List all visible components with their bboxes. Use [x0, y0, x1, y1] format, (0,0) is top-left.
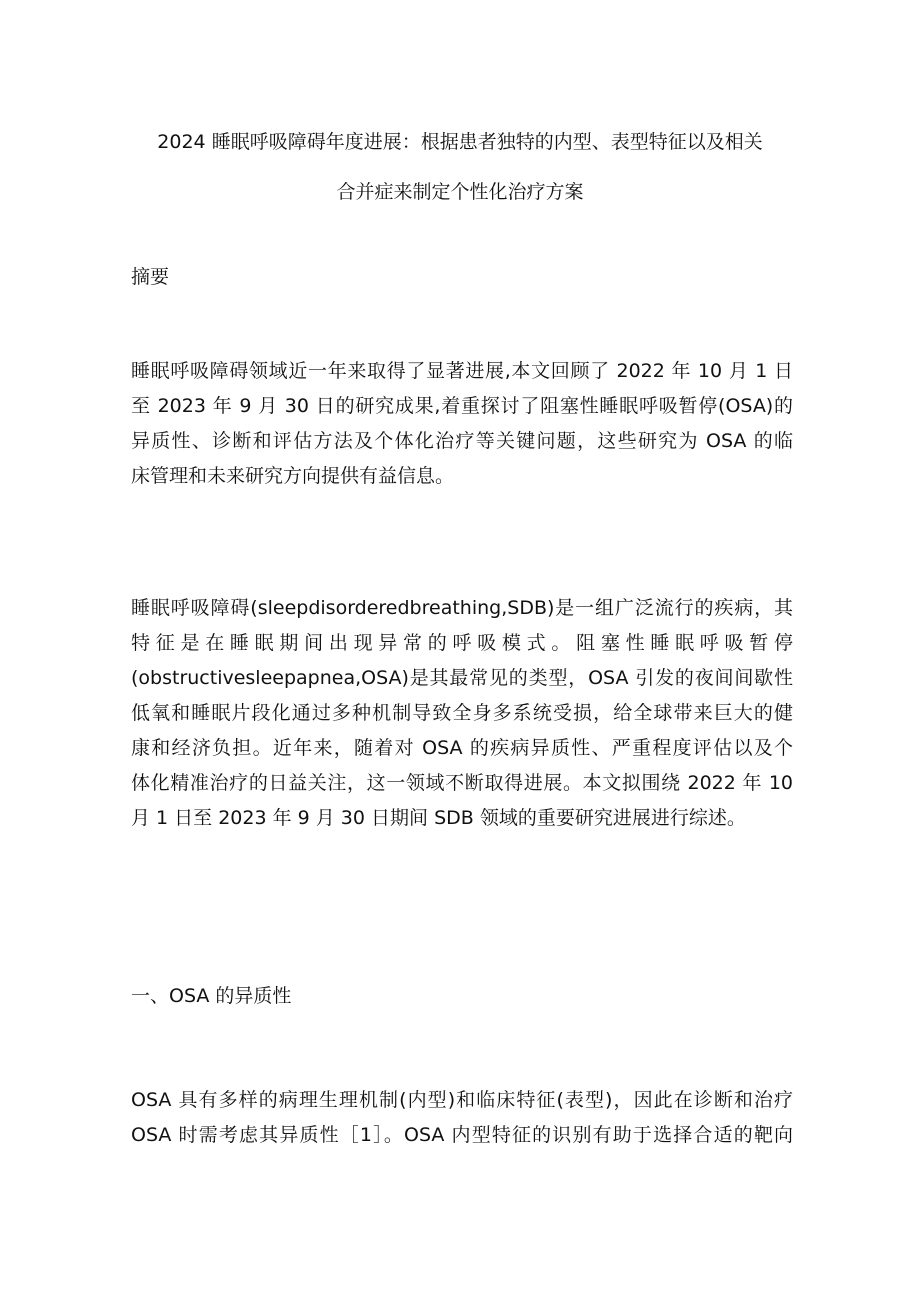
text-line: 康和经济负担。近年来，随着对 OSA 的疾病异质性、严重程度评估以及个 [131, 737, 793, 759]
abstract-paragraph [131, 354, 793, 494]
intro-paragraph [131, 591, 793, 836]
text-line: 床管理和未来研究方向提供有益信息。 [131, 465, 455, 487]
text-line: 睡眠呼吸障碍领域近一年来取得了显著进展,本文回顾了 2022 年 10 月 1 日 [131, 360, 793, 382]
text-line: 体化精准治疗的日益关注，这一领域不断取得进展。本文拟围绕 2022 年 10 [131, 772, 793, 794]
text-line: 睡眠呼吸障碍(sleepdisorderedbreathing,SDB)是一组广泛流行的疾病，其 [131, 597, 793, 619]
text-line: OSA 具有多样的病理生理机制(内型)和临床特征(表型)，因此在诊断和治疗 [131, 1089, 793, 1111]
text-line: 低氧和睡眠片段化通过多种机制导致全身多系统受损，给全球带来巨大的健 [131, 702, 793, 724]
text-line: OSA 时需考虑其异质性［1］。OSA 内型特征的识别有助于选择合适的靶向 [131, 1124, 793, 1146]
title-line: 2024 睡眠呼吸障碍年度进展：根据患者独特的内型、表型特征以及相关 [157, 131, 763, 153]
section-heading: 一、OSA 的异质性 [131, 985, 292, 1007]
title-line: 合并症来制定个性化治疗方案 [336, 181, 584, 203]
abstract-heading: 摘要 [131, 266, 170, 288]
text-line: (obstructivesleepapnea,OSA)是其最常见的类型，OSA 引发的夜间间歇性 [131, 667, 793, 689]
section-paragraph [131, 1083, 793, 1153]
text-line: 至 2023 年 9 月 30 日的研究成果,着重探讨了阻塞性睡眠呼吸暂停(OSA)的 [131, 395, 793, 417]
document-title [100, 117, 820, 217]
text-line: 特征是在睡眠期间出现异常的呼吸模式。阻塞性睡眠呼吸暂停 [131, 632, 793, 654]
text-line: 月 1 日至 2023 年 9 月 30 日期间 SDB 领域的重要研究进展进行综述。 [131, 807, 746, 829]
text-line: 异质性、诊断和评估方法及个体化治疗等关键问题，这些研究为 OSA 的临 [131, 430, 793, 452]
